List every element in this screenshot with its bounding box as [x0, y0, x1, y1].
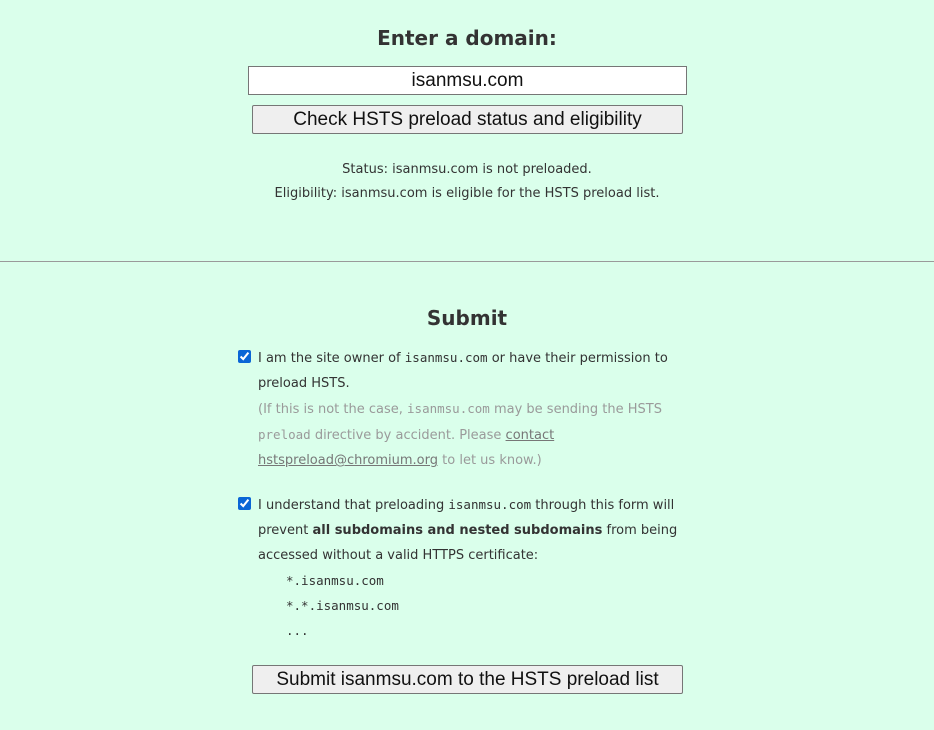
- eligibility-text: Eligibility: isanmsu.com is eligible for the HSTS preload list.: [274, 186, 660, 201]
- subdomain-example: *.isanmsu.com: [286, 573, 384, 588]
- owner-note-2: may be sending the HSTS: [489, 402, 662, 417]
- owner-text-1: I am the site owner of: [258, 351, 405, 366]
- domain-section: [0, 0, 934, 262]
- understand-text-3: from being accessed without a valid HTTPS certificate:: [258, 523, 678, 563]
- submit-preload-button[interactable]: Submit isanmsu.com to the HSTS preload list: [252, 665, 683, 694]
- owner-note-1: (If this is not the case,: [258, 402, 408, 417]
- owner-statement: [258, 345, 678, 473]
- subdomain-example: ...: [286, 623, 309, 638]
- subdomain-example: *.*.isanmsu.com: [286, 598, 399, 613]
- understand-domain: isanmsu.com: [448, 497, 532, 512]
- understand-text-1: I understand that preloading: [258, 498, 449, 513]
- status-text: Status: isanmsu.com is not preloaded.: [342, 162, 592, 177]
- submit-heading: Submit: [426, 306, 508, 330]
- owner-note-4: to let us know.): [438, 453, 542, 468]
- understand-text-2: through this form will prevent: [258, 498, 675, 538]
- owner-note: [258, 402, 662, 468]
- contact-link[interactable]: contact hstspreload@chromium.org: [258, 428, 555, 468]
- owner-checkbox[interactable]: [238, 350, 251, 363]
- owner-note-domain: isanmsu.com: [407, 401, 490, 416]
- owner-domain: isanmsu.com: [404, 350, 488, 365]
- understand-bold: all subdomains and nested subdomains: [312, 523, 603, 538]
- subdomain-examples: [258, 568, 678, 643]
- owner-text-2: or have their permission to preload HSTS.: [258, 351, 668, 391]
- understand-statement: [258, 492, 678, 643]
- owner-note-preload: preload: [258, 427, 311, 442]
- domain-input[interactable]: [248, 66, 687, 95]
- domain-heading: Enter a domain:: [377, 26, 557, 50]
- owner-note-3: directive by accident. Please: [310, 428, 506, 443]
- check-status-button[interactable]: Check HSTS preload status and eligibility: [252, 105, 683, 134]
- understand-checkbox[interactable]: [238, 497, 251, 510]
